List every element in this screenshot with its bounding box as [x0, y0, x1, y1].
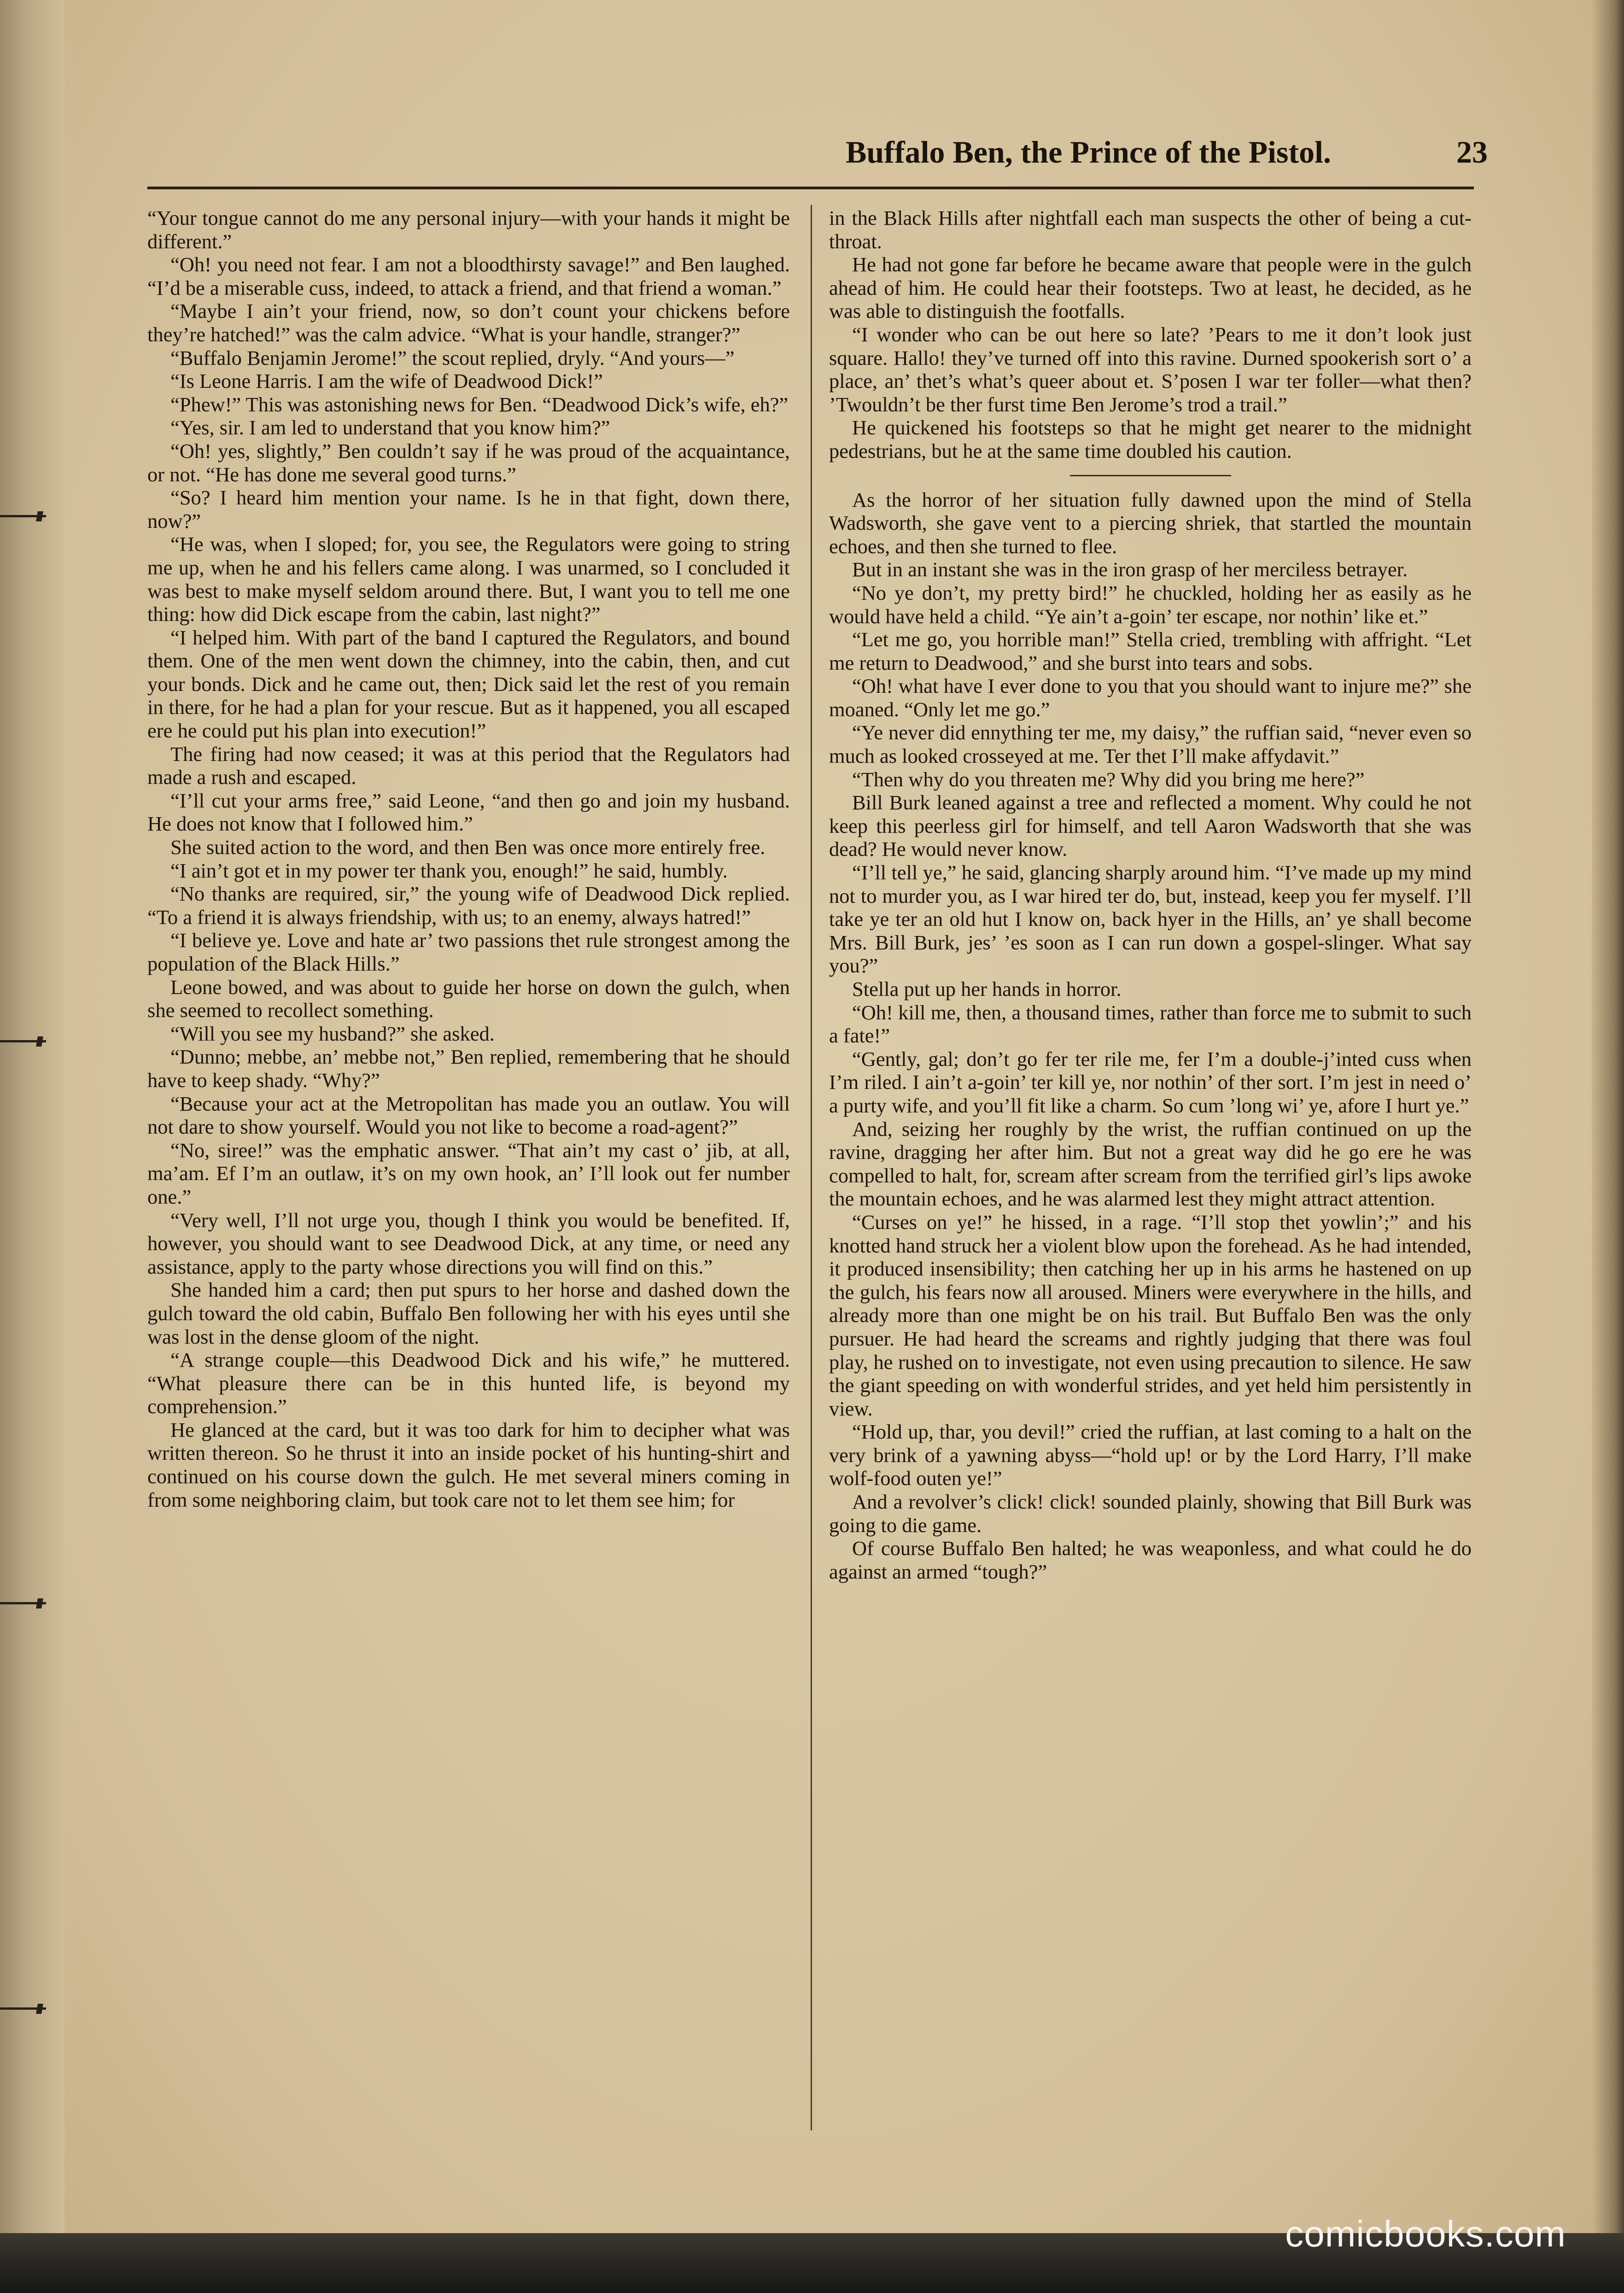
- header-rule: [147, 187, 1474, 189]
- page-binding-gutter: [0, 0, 64, 2293]
- paragraph: “Maybe I ain’t your friend, now, so don’t count your chickens before they’re hatched!” was the calm advice. “What is your handle, stranger?”: [147, 299, 790, 346]
- paragraph: “I’ll cut your arms free,” said Leone, “and then go and join my husband. He does not know that I followed him.”: [147, 789, 790, 836]
- paragraph: “Buffalo Benjamin Jerome!” the scout replied, dryly. “And yours—”: [170, 346, 735, 369]
- paragraph: “Because your act at the Metropolitan has made you an outlaw. You will not dare to show yourself. Would you not like to become a road-agent?”: [147, 1092, 790, 1139]
- paragraph: “No, siree!” was the emphatic answer. “That ain’t my cast o’ jib, at all, ma’am. Ef I’m an outlaw, it’s on my own hook, an’ I’ll look out fer number one.”: [147, 1138, 790, 1208]
- paragraph: He had not gone far before he became aware that people were in the gulch ahead of him. He could hear their footsteps. Two at least, he decided, as he was able to distinguish the footfalls.: [829, 253, 1472, 323]
- paragraph: Stella put up her hands in horror.: [852, 977, 1122, 1000]
- paragraph: “Yes, sir. I am led to understand that you know him?”: [170, 416, 610, 439]
- paragraph: in the Black Hills after nightfall each man suspects the other of being a cut-throat.: [829, 206, 1472, 253]
- watermark: comicbooks.com: [1285, 2213, 1566, 2254]
- paragraph: The firing had now ceased; it was at this period that the Regulators had made a rush and escaped.: [147, 742, 790, 789]
- paragraph: Leone bowed, and was about to guide her horse on down the gulch, when she seemed to recollect something.: [147, 975, 790, 1022]
- paragraph: “Curses on ye!” he hissed, in a rage. “I’ll stop thet yowlin’;” and his knotted hand struck her a violent blow upon the forehead. As he had intended, it produced insensibility; then catching her up in his arms he hastened on up the gulch, his fears now all aroused. Miners were everywhere in the hills, and already more than one might be on his trail. But Buffalo Ben was the only pursuer. He had heard the screams and rightly judging that there was foul play, he rushed on to investigate, not even using precaution to silence. He saw the giant speeding on with wonderful strides, and yet held him persistently in view.: [829, 1210, 1472, 1420]
- paragraph: “A strange couple—this Deadwood Dick and his wife,” he muttered. “What pleasure there can be in this hunted life, is beyond my comprehension.”: [147, 1348, 790, 1418]
- paragraph: “Your tongue cannot do me any personal injury—with your hands it might be different.”: [147, 206, 790, 253]
- page-number: 23: [1456, 135, 1488, 170]
- paragraph: He quickened his footsteps so that he might get nearer to the midnight pedestrians, but he at the same time doubled his caution.: [829, 416, 1472, 462]
- paragraph: He glanced at the card, but it was too dark for him to decipher what was written thereon. So he thrust it into an inside pocket of his hunting-shirt and continued on his course down the gulch. He met several miners coming in from some neighboring claim, but took care not to let them see him; for: [147, 1418, 790, 1511]
- paragraph: “So? I heard him mention your name. Is he in that fight, down there, now?”: [147, 486, 790, 532]
- paragraph: “Hold up, thar, you devil!” cried the ruffian, at last coming to a halt on the very brink of a yawning abyss—“hold up! or by the Lord Harry, I’ll make wolf-food outen ye!”: [829, 1420, 1472, 1490]
- paragraph: “Oh! what have I ever done to you that you should want to injure me?” she moaned. “Only let me go.”: [829, 674, 1472, 721]
- paragraph: “Phew!” This was astonishing news for Ben. “Deadwood Dick’s wife, eh?”: [170, 392, 789, 416]
- paragraph: “Dunno; mebbe, an’ mebbe not,” Ben replied, remembering that he should have to keep shady. “Why?”: [147, 1045, 790, 1092]
- paragraph: Of course Buffalo Ben halted; he was weaponless, and what could he do against an armed “tough?”: [829, 1537, 1472, 1583]
- paragraph: “No ye don’t, my pretty bird!” he chuckled, holding her as easily as he would have held a child. “Ye ain’t a-goin’ ter escape, nor nothin’ like et.”: [829, 581, 1472, 628]
- binding-stitch: [0, 511, 51, 521]
- paragraph: “I believe ye. Love and hate ar’ two passions thet rule strongest among the population of the Black Hills.”: [147, 929, 790, 975]
- paragraph: “No thanks are required, sir,” the young wife of Deadwood Dick replied. “To a friend it is always friendship, with us; to an enemy, always hatred!”: [147, 882, 790, 929]
- paragraph: “Then why do you threaten me? Why did you bring me here?”: [852, 767, 1365, 791]
- left-text-column: [147, 206, 790, 1511]
- paragraph: “Oh! kill me, then, a thousand times, rather than force me to submit to such a fate!”: [829, 1000, 1472, 1047]
- paragraph: “He was, when I sloped; for, you see, the Regulators were going to string me up, when he and his fellers came along. I was unarmed, so I concluded it was best to make myself seldom around there. But, I want you to tell me one thing: how did Dick escape from the cabin, last night?”: [147, 532, 790, 626]
- right-text-column: [829, 206, 1472, 1583]
- paragraph: “Will you see my husband?” she asked.: [170, 1022, 495, 1045]
- paragraph: “Let me go, you horrible man!” Stella cried, trembling with affright. “Let me return to Deadwood,” and she burst into tears and sobs.: [829, 628, 1472, 674]
- paragraph: “I ain’t got et in my power ter thank you, enough!” he said, humbly.: [170, 859, 728, 882]
- paragraph: “Ye never did ennything ter me, my daisy,” the ruffian said, “never even so much as looked crosseyed at me. Ter thet I’ll make affydavit.”: [829, 721, 1472, 768]
- paragraph: “Oh! you need not fear. I am not a bloodthirsty savage!” and Ben laughed. “I’d be a miserable cuss, indeed, to attack a friend, and that friend a woman.”: [147, 253, 790, 299]
- paragraph: But in an instant she was in the iron grasp of her merciless betrayer.: [852, 558, 1408, 581]
- paragraph: “Gently, gal; don’t go fer ter rile me, fer I’m a double-j’inted cuss when I’m riled. I ain’t a-goin’ ter kill ye, nor nothin’ of ther sort. I’m jest in need o’ a purty wife, and you’ll fit like a charm. So cum ’long wi’ ye, afore I hurt ye.”: [829, 1047, 1472, 1117]
- paragraph: “I helped him. With part of the band I captured the Regulators, and bound them. One of the men went down the chimney, into the cabin, then, and cut your bonds. Dick and he came out, then; Dick said let the rest of you remain in there, for he had a plan for your rescue. But as it happened, you all escaped ere he could put his plan into execution!”: [147, 626, 790, 743]
- paragraph: “Oh! yes, slightly,” Ben couldn’t say if he was proud of the acquaintance, or not. “He has done me several good turns.”: [147, 439, 790, 486]
- paragraph: As the horror of her situation fully dawned upon the mind of Stella Wadsworth, she gave vent to a piercing shriek, that startled the mountain echoes, and then she turned to flee.: [829, 488, 1472, 558]
- paragraph: “Very well, I’ll not urge you, though I think you would be benefited. If, however, you should want to see Deadwood Dick, at any time, or need any assistance, apply to the party whose directions you will find on this.”: [147, 1208, 790, 1278]
- paragraph: “I’ll tell ye,” he said, glancing sharply around him. “I’ve made up my mind not to murder you, as I war hired ter do, but, instead, keep you fer myself. I’ll take ye ter an old hut I know on, back hyer in the Hills, an’ ye shall become Mrs. Bill Burk, jes’ ’es soon as I can run down a gospel-slinger. What say you?”: [829, 861, 1472, 977]
- paragraph: She suited action to the word, and then Ben was once more entirely free.: [170, 836, 765, 859]
- paragraph: “Is Leone Harris. I am the wife of Deadwood Dick!”: [170, 369, 603, 393]
- paragraph: And, seizing her roughly by the wrist, the ruffian continued on up the ravine, dragging her after him. But not a great way did he go ere he was compelled to halt, for, scream after scream from the terrified girl’s lips awoke the mountain echoes, and he was alarmed lest they might attract attention.: [829, 1117, 1472, 1211]
- running-title: Buffalo Ben, the Prince of the Pistol.: [846, 135, 1331, 170]
- binding-stitch: [0, 2004, 51, 2013]
- binding-stitch: [0, 1036, 51, 1046]
- column-divider: [811, 205, 812, 2130]
- page-right-edge: [1592, 0, 1624, 2293]
- paragraph: And a revolver’s click! click! sounded plainly, showing that Bill Burk was going to die game.: [829, 1490, 1472, 1537]
- paragraph: Bill Burk leaned against a tree and reflected a moment. Why could he not keep this peerless girl for himself, and tell Aaron Wadsworth that she was dead? He would never know.: [829, 791, 1472, 861]
- binding-stitch: [0, 1598, 51, 1608]
- paragraph: “I wonder who can be out here so late? ’Pears to me it don’t look just square. Hallo! they’ve turned off into this ravine. Durned spookerish sort o’ a place, an’ thet’s what’s queer about et. S’posen I war ter foller—what then? ’Twouldn’t be ther furst time Ben Jerome’s trod a trail.”: [829, 322, 1472, 416]
- paragraph: She handed him a card; then put spurs to her horse and dashed down the gulch toward the old cabin, Buffalo Ben following her with his eyes until she was lost in the dense gloom of the night.: [147, 1278, 790, 1348]
- section-break-rule: [1070, 475, 1231, 476]
